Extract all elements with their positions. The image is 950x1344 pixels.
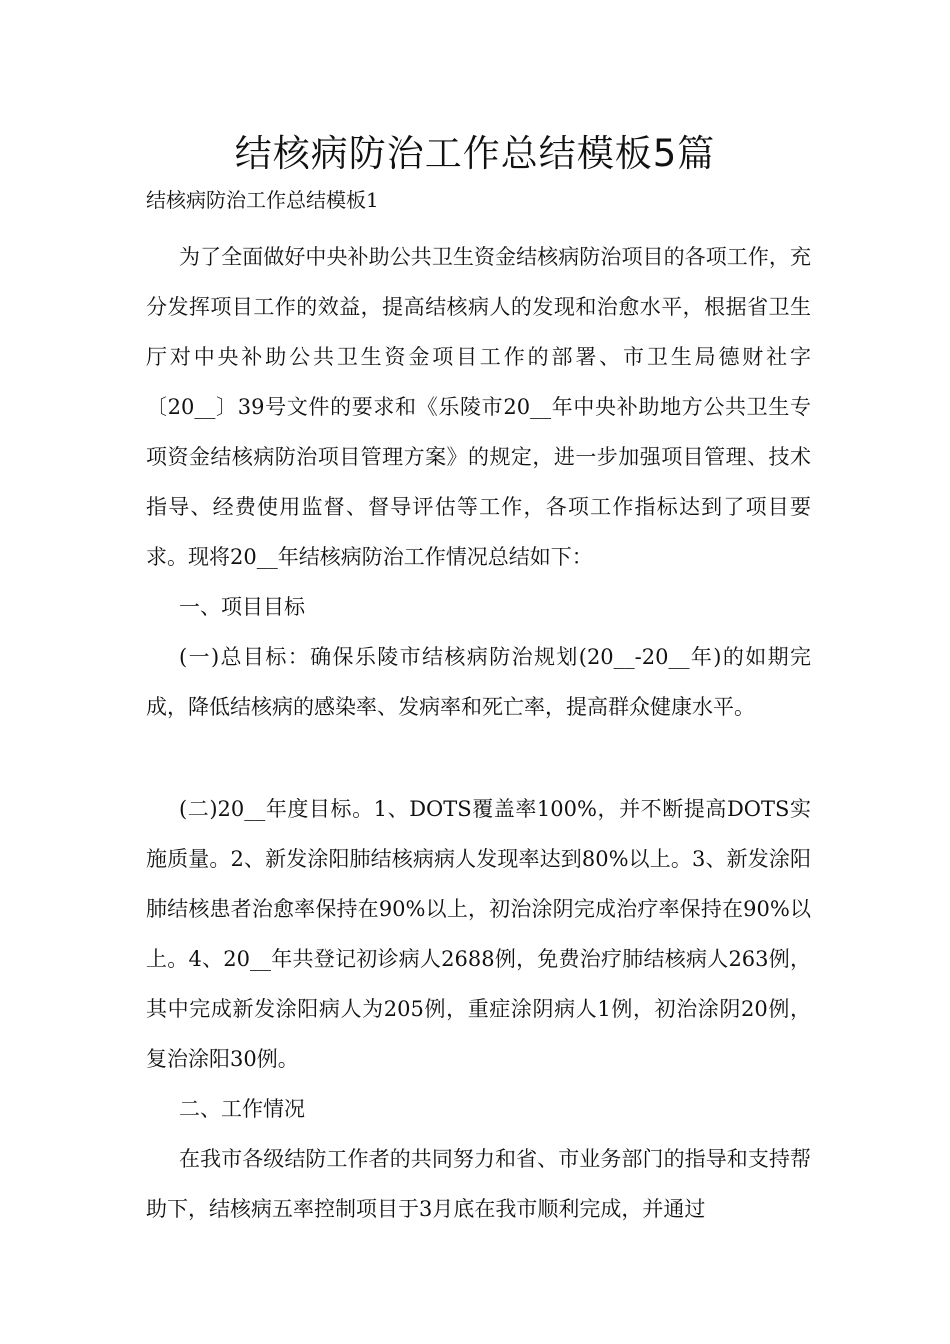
document-subtitle: 结核病防治工作总结模板1 bbox=[146, 188, 379, 212]
section-heading-work-status: 二、工作情况 bbox=[179, 1097, 305, 1121]
work-status-paragraph: 在我市各级结防工作者的共同努力和省、市业务部门的指导和支持帮助下，结核病五率控制项目于3月底在我市顺利完成，并通过 bbox=[146, 1147, 811, 1221]
document-body bbox=[146, 232, 811, 1234]
overall-goal-paragraph: (一)总目标：确保乐陵市结核病防治规划(20__-20__年)的如期完成，降低结核病的感染率、发病率和死亡率，提高群众健康水平。 bbox=[146, 645, 811, 719]
paragraph-spacer bbox=[146, 732, 811, 784]
intro-paragraph: 为了全面做好中央补助公共卫生资金结核病防治项目的各项工作，充分发挥项目工作的效益，提高结核病人的发现和治愈水平，根据省卫生厅对中央补助公共卫生资金项目工作的部署、市卫生局德财社字〔20__〕39号文件的要求和《乐陵市20__年中央补助地方公共卫生专项资金结核病防治项目管理方案》的规定，进一步加强项目管理、技术指导、经费使用监督、督导评估等工作，各项工作指标达到了项目要求。现将20__年结核病防治工作情况总结如下： bbox=[146, 245, 811, 569]
document-title: 结核病防治工作总结模板5篇 bbox=[234, 132, 716, 175]
annual-goal-paragraph: (二)20__年度目标。1、DOTS覆盖率100%，并不断提高DOTS实施质量。2、新发涂阳肺结核病病人发现率达到80%以上。3、新发涂阳肺结核患者治愈率保持在90%以上，初治涂阴完成治疗率保持在90%以上。4、20__年共登记初诊病人2688例，免费治疗肺结核病人263例，其中完成新发涂阳病人为205例，重症涂阴病人1例，初治涂阴20例，复治涂阳30例。 bbox=[146, 797, 811, 1071]
section-heading-project-goals: 一、项目目标 bbox=[179, 595, 305, 619]
